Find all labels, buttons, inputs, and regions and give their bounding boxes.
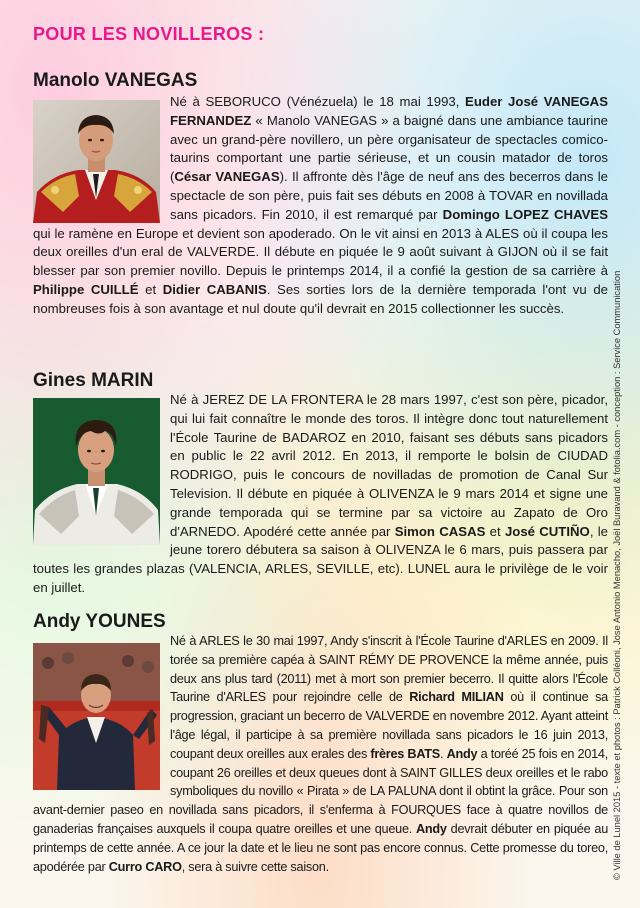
bold-name-run: Didier CABANIS bbox=[162, 281, 267, 297]
profile-name-vanegas: Manolo VANEGAS bbox=[33, 70, 198, 91]
bold-name-run: Domingo LOPEZ CHAVES bbox=[442, 206, 609, 222]
text-run: Né à SEBORUCO (Vénézuela) le 18 mai 1993, bbox=[170, 94, 466, 109]
text-run: a toréé 25 fois en 2014, coupant 26 oreilles et deux queues dont à SAINT GILLES deux oreilles et le rabo symboliques du novillo « Pirata » de LA PALUNA dont il obtint la grâce. Pour son avant-dernier paseo en novillada sans picadors, il s'enferma à FOURQUES face à quatre novillos de ganaderias françaises auxquels il coupa quatre oreilles et une queue. bbox=[33, 746, 609, 836]
text-run: devrait débuter en piquée au printemps de cette année. A ce jour la date et le lieu ne sont pas encore connus. Cette promesse du toreo, apodérée par bbox=[33, 821, 608, 874]
bold-name-run: Curro CARO bbox=[108, 859, 182, 874]
text-run: , sera à suivre cette saison. bbox=[181, 859, 329, 874]
text-run: ). Il affronte dès l'âge de neuf ans des becerros dans le spectacle de son père, puis fait ses débuts en 2008 à TOVAR en novillada sans picadors. Fin 2010, il est remarqué par bbox=[170, 169, 608, 222]
bold-name-run: José CUTIÑO bbox=[504, 523, 590, 539]
text-run: . bbox=[440, 746, 447, 761]
text-run: Né à ARLES le 30 mai 1997, Andy s'inscrit à l'École Taurine d'ARLES en 2009. Il torée sa première capéa à SAINT RÉMY DE PROVENCE la même année, puis deux ans plus tard (2011) met à mort son premier becerro. Il quitte alors l'École Taurine d'ARLES pour rejoindre celle de bbox=[170, 634, 608, 705]
bold-name-run: César VANEGAS bbox=[174, 169, 280, 185]
bold-name-run: Simon CASAS bbox=[394, 523, 486, 539]
photo-vanegas bbox=[33, 100, 160, 223]
credits-vertical: © Ville de Lunel 2015 - texte et photos : Patrick Colléoni, Jose Antonio Menacho, Joël Buravand & fotolia.com - conception : Service Communication bbox=[612, 270, 622, 880]
text-run: « Manolo VANEGAS » a baigné dans une ambiance taurine avec un grand-père novillero, un père organisateur de spectacles comico-taurins comportant une partie sérieuse, et un cousin matador de toros ( bbox=[170, 112, 608, 185]
profile-name-marin: Gines MARIN bbox=[33, 370, 154, 391]
text-run: où il continue sa progression, graciant un becerro de VALVERDE en novembre 2012. Ayant atteint l'âge légal, il participe à sa première novillada sans picadors le 16 juin 2013, coupant deux oreilles aux erales des bbox=[170, 690, 608, 761]
bold-name-run: Andy bbox=[446, 746, 478, 761]
photo-marin bbox=[33, 398, 160, 545]
text-run: qui le ramène en Europe et devient son apoderado. On le vit ainsi en 2013 à ALES où il coupa les deux oreilles d'un eral de VALVERDE. Il débute en piquée le 9 août suivant à GIJON où il se fait blesser par son premier novillo. Depuis le printemps 2014, il a confié la gestion de sa carrière à bbox=[33, 225, 608, 279]
text-run: . Ses sorties lors de la dernière temporada l'ont vu de nombreuses fois à son avantage et nul doute qu'il devrait en 2015 collectionner les succès. bbox=[33, 281, 609, 316]
text-run: et bbox=[485, 523, 505, 539]
bold-name-run: Euder José VANEGAS FERNANDEZ bbox=[170, 94, 608, 128]
bold-name-run: frères BATS bbox=[370, 746, 441, 761]
text-run: et bbox=[138, 281, 163, 297]
text-run: Né à JEREZ DE LA FRONTERA le 28 mars 1997, c'est son père, picador, qui lui fait connaître le monde des toros. Il intègre donc tout naturellement l'École Taurine de BADAROZ en 2010, faisant ses débuts sans picadors en public le 22 avril 2012. En 2013, il remporte le bolsin de CIUDAD RODRIGO, puis le concours de novilladas de promotion de Canal Sur Television. Il débute en piquée à OLIVENZA le 9 mars 2014 et signe une grande temporada qui se termine par sa victoire au Zapato de Oro d'ARNEDO. Apodéré cette année par bbox=[170, 392, 608, 539]
bold-name-run: Richard MILIAN bbox=[409, 690, 504, 705]
profile-name-younes: Andy YOUNES bbox=[33, 611, 166, 632]
photo-younes bbox=[33, 643, 160, 790]
section-title: POUR LES NOVILLEROS : bbox=[33, 24, 265, 44]
bold-name-run: Andy bbox=[416, 821, 447, 836]
text-run: , le jeune torero débutera sa saison à OLIVENZA le 6 mars, puis passera par toutes les grandes plazas (VALENCIA, ARLES, SEVILLE, etc). LUNEL aura le privilège de le voir en juillet. bbox=[33, 523, 608, 595]
bold-name-run: Philippe CUILLÉ bbox=[33, 281, 139, 297]
